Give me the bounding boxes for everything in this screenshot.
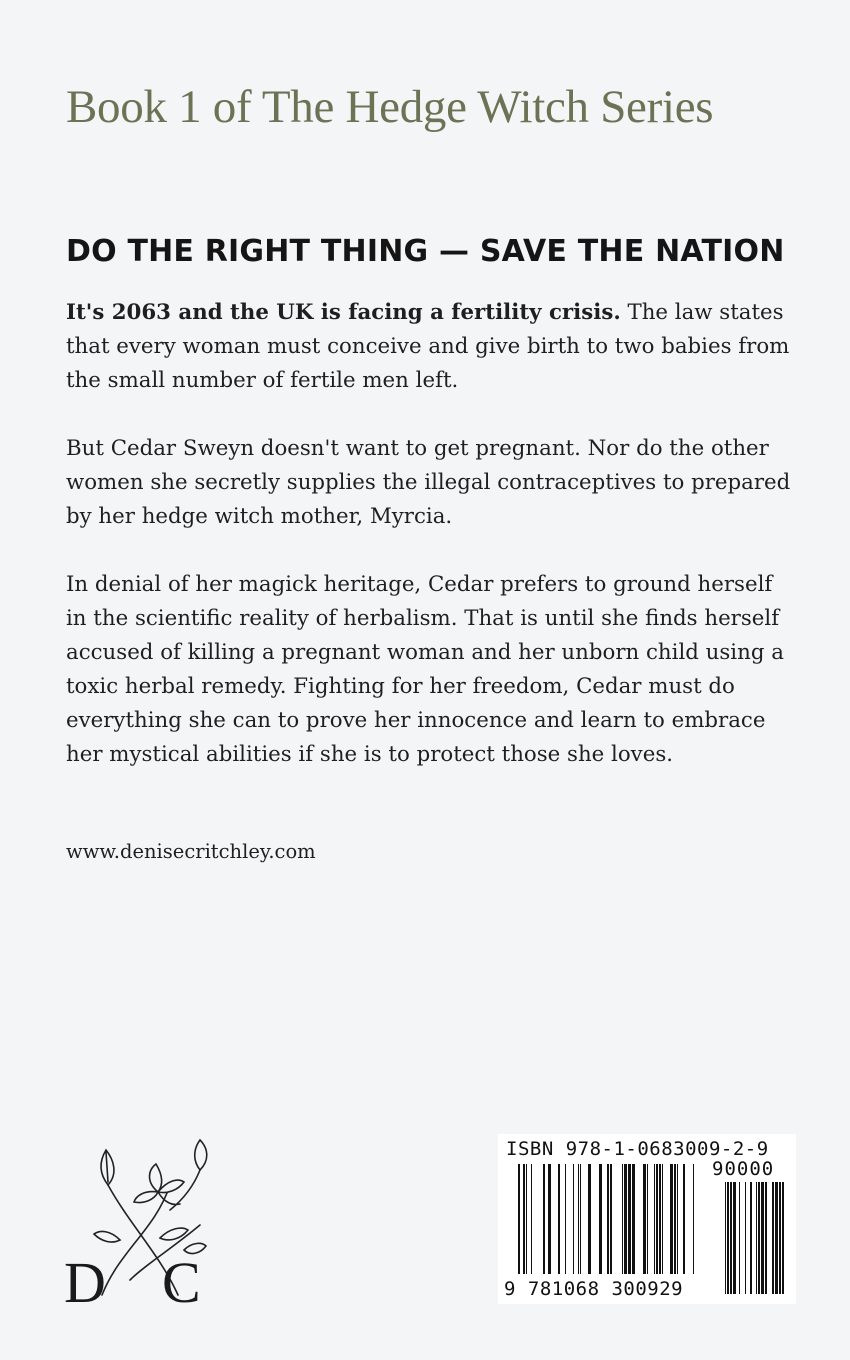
barcode-bar [662, 1164, 663, 1274]
blurb-paragraph-2: But Cedar Sweyn doesn't want to get pregnant. Nor do the other women she secretly supplies the illegal contraceptives to prepared by her hedge witch mother, Myrcia. [66, 436, 791, 529]
barcode-bar [730, 1182, 732, 1294]
barcode-bar [523, 1164, 525, 1274]
barcode-bar [761, 1182, 764, 1294]
publisher-logo [60, 1130, 220, 1310]
barcode-bar [772, 1182, 774, 1294]
barcode-bar [654, 1164, 655, 1274]
barcode-bar [643, 1164, 646, 1274]
barcode-bar [656, 1164, 658, 1274]
barcode-bar [565, 1164, 566, 1274]
barcode-bar [548, 1164, 551, 1274]
barcode-bar [670, 1164, 673, 1274]
barcode-bar [782, 1182, 784, 1294]
barcode-bar [599, 1164, 602, 1274]
barcode-bar [750, 1182, 752, 1294]
barcode-bar [531, 1164, 532, 1274]
barcode-bar [518, 1164, 520, 1274]
ean-digits: 9 781068 300929 [504, 1278, 684, 1300]
series-title: Book 1 of The Hedge Witch Series [66, 81, 714, 133]
barcode-bar [526, 1164, 527, 1274]
barcode-bar [647, 1164, 648, 1274]
blurb-hook: It's 2063 and the UK is facing a fertility crisis. [66, 300, 621, 325]
barcode-bar [756, 1182, 757, 1294]
barcode-bar [624, 1164, 627, 1274]
blurb [66, 296, 796, 806]
barcode-bar [632, 1164, 635, 1274]
barcode-bar [683, 1164, 685, 1274]
barcode-bar [573, 1164, 574, 1274]
barcode-bar [558, 1164, 560, 1274]
barcode-bar [588, 1164, 591, 1274]
price-addon-code: 90000 [712, 1158, 775, 1180]
barcode-bar [779, 1182, 781, 1294]
author-website[interactable]: www.denisecritchley.com [66, 840, 316, 863]
barcode-bar [674, 1164, 676, 1274]
barcode-bar [543, 1164, 545, 1274]
barcode-bar [580, 1164, 581, 1274]
barcode-bar [607, 1164, 609, 1274]
barcode-bar [727, 1182, 729, 1294]
barcode-bar [693, 1164, 694, 1274]
barcode-bar [739, 1182, 740, 1294]
barcode-bar [677, 1164, 678, 1274]
blurb-paragraph-3: In denial of her magick heritage, Cedar prefers to ground herself in the scientific reality of herbalism. That is until she finds herself accused of killing a pregnant woman and her unborn child using a toxic herbal remedy. Fighting for her freedom, Cedar must do everything she can to prove her innocence and learn to embrace her mystical abilities if she is to protect those she loves. [66, 572, 784, 767]
barcode-bar [628, 1164, 631, 1274]
blurb-paragraph-1-text: The law states that every woman must conceive and give birth to two babies from the small number of fertile men left. [66, 300, 790, 393]
isbn-label: ISBN 978-1-0683009-2-9 [506, 1138, 769, 1160]
barcode-bar [659, 1164, 661, 1274]
isbn-barcode [498, 1134, 796, 1304]
logo-letter-c: C [162, 1250, 201, 1310]
barcode-bar [725, 1182, 726, 1294]
tagline: DO THE RIGHT THING — SAVE THE NATION [66, 234, 785, 269]
barcode-bar [758, 1182, 760, 1294]
blurb-paragraph-1 [66, 296, 796, 398]
barcode-bar [733, 1182, 736, 1294]
barcode-bar [622, 1164, 623, 1274]
barcode-bar [578, 1164, 579, 1274]
barcode-bar [610, 1164, 612, 1274]
barcode-bar [775, 1182, 778, 1294]
logo-letter-d: D [64, 1250, 106, 1310]
barcode-bar [745, 1182, 746, 1294]
barcode-bar [765, 1182, 767, 1294]
